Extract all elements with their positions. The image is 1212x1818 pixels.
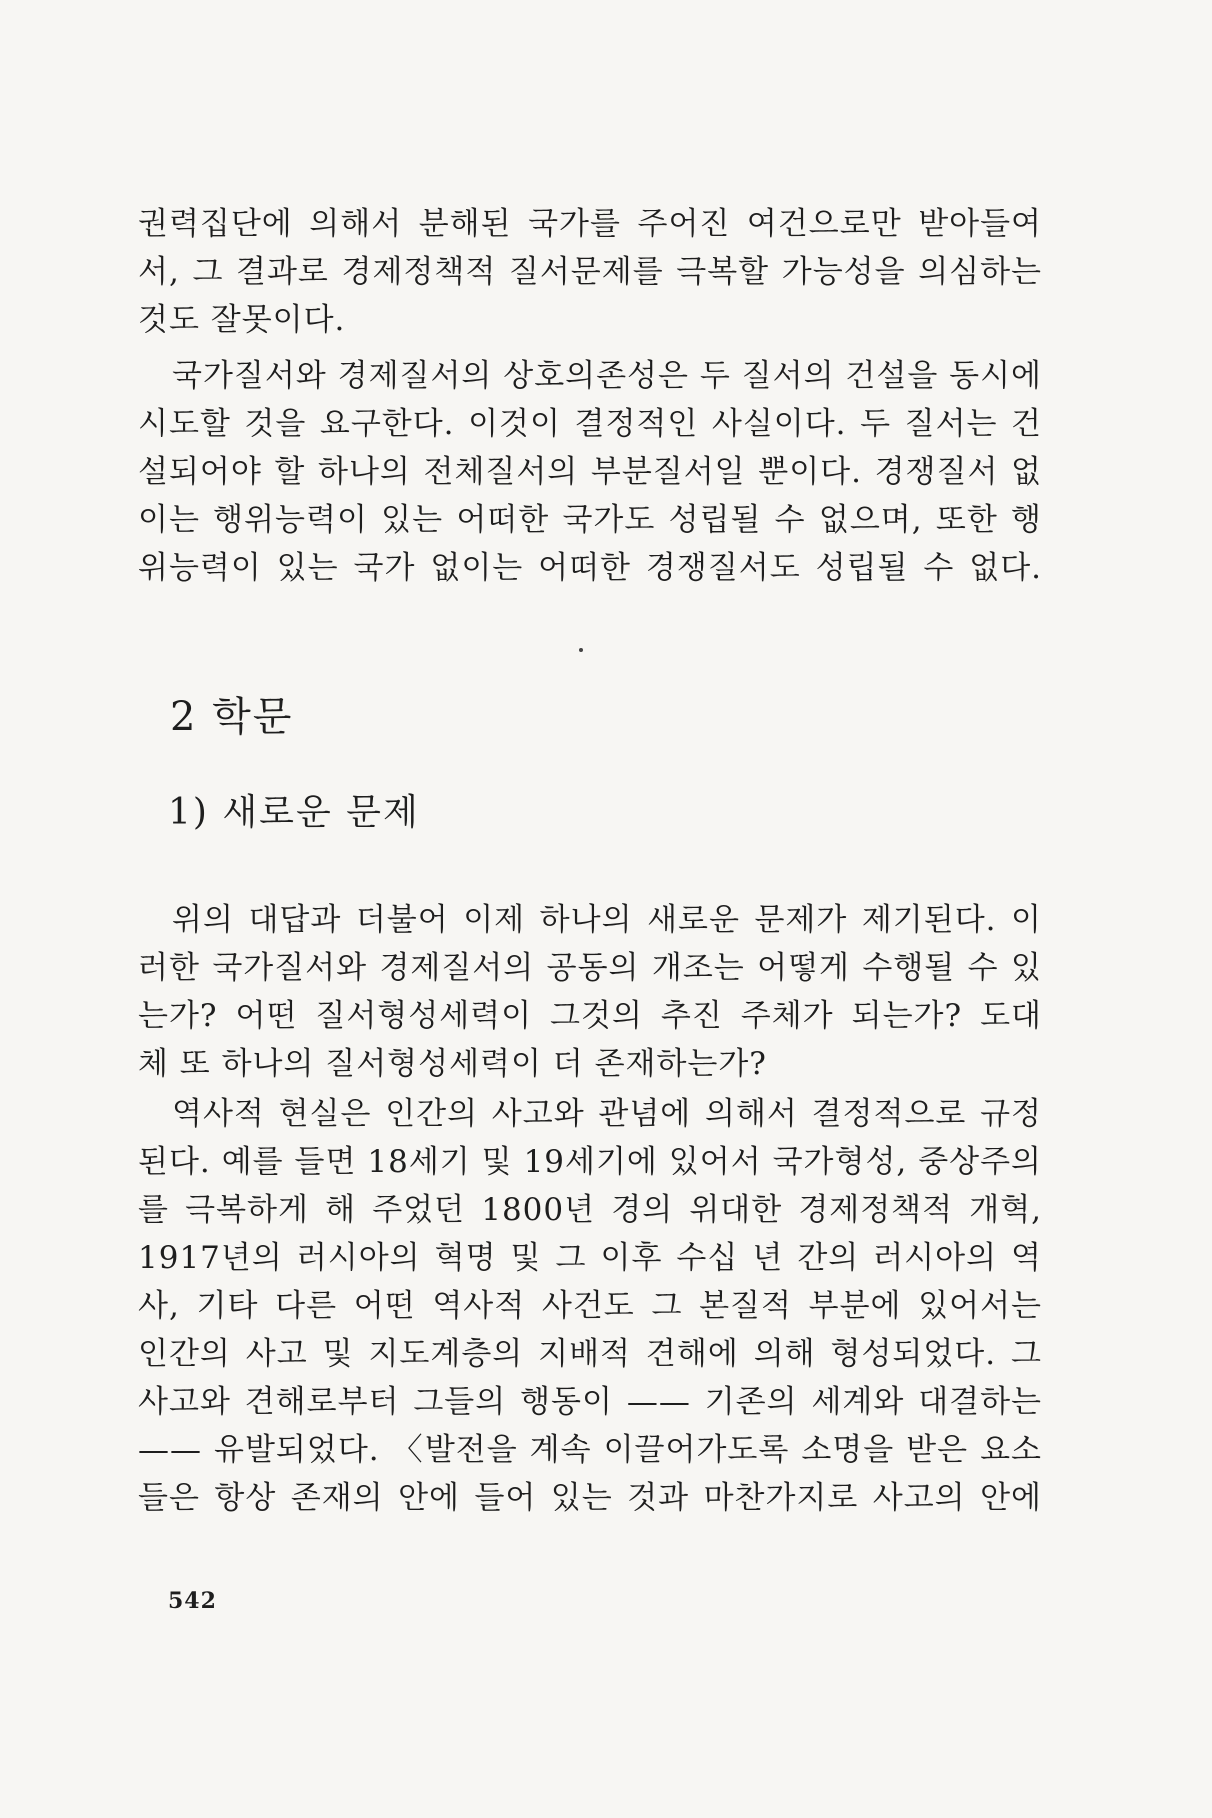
text-line: 권력집단에 의해서 분해된 국가를 주어진 여건으로만 받아들여 — [138, 206, 1042, 242]
text-line: 시도할 것을 요구한다. 이것이 결정적인 사실이다. 두 질서는 건 — [138, 406, 1042, 442]
text-line: 는가? 어떤 질서형성세력이 그것의 추진 주체가 되는가? 도대 — [138, 998, 1042, 1034]
text-line: 를 극복하게 해 주었던 1800년 경의 위대한 경제정책적 개혁, — [138, 1192, 1042, 1228]
text-line: 러한 국가질서와 경제질서의 공동의 개조는 어떻게 수행될 수 있 — [138, 950, 1042, 986]
text-line: 설되어야 할 하나의 전체질서의 부분질서일 뿐이다. 경쟁질서 없 — [138, 454, 1042, 490]
text-line: 사고와 견해로부터 그들의 행동이 —— 기존의 세계와 대결하는 — [138, 1384, 1042, 1420]
text-line: 국가질서와 경제질서의 상호의존성은 두 질서의 건설을 동시에 — [172, 358, 1042, 394]
paragraph-1 — [138, 200, 1042, 344]
text-line: 서, 그 결과로 경제정책적 질서문제를 극복할 가능성을 의심하는 — [138, 254, 1042, 290]
paragraph-4 — [138, 1090, 1042, 1522]
text-line: 된다. 예를 들면 18세기 및 19세기에 있어서 국가형성, 중상주의 — [138, 1144, 1042, 1180]
text-line: —— 유발되었다. 〈발전을 계속 이끌어가도록 소명을 받은 요소 — [138, 1432, 1042, 1468]
text-line: 위의 대답과 더불어 이제 하나의 새로운 문제가 제기된다. 이 — [172, 902, 1042, 938]
page-number: 542 — [168, 1588, 217, 1614]
text-line: 체 또 하나의 질서형성세력이 더 존재하는가? — [138, 1046, 767, 1082]
text-line: 들은 항상 존재의 안에 들어 있는 것과 마찬가지로 사고의 안에 — [138, 1480, 1042, 1516]
text-line: 1917년의 러시아의 혁명 및 그 이후 수십 년 간의 러시아의 역 — [138, 1240, 1042, 1276]
paragraph-3 — [138, 896, 1042, 1088]
subsection-heading: 1) 새로운 문제 — [168, 792, 420, 833]
text-line: 것도 잘못이다. — [138, 302, 346, 338]
paragraph-2 — [138, 352, 1042, 592]
text-line: 인간의 사고 및 지도계층의 지배적 견해에 의해 형성되었다. 그 — [138, 1336, 1042, 1372]
stray-dot-mark — [579, 648, 583, 652]
section-heading: 2 학문 — [170, 694, 294, 740]
text-line: 사, 기타 다른 어떤 역사적 사건도 그 본질적 부분에 있어서는 — [138, 1288, 1042, 1324]
text-line: 이는 행위능력이 있는 어떠한 국가도 성립될 수 없으며, 또한 행 — [138, 502, 1042, 538]
text-line: 위능력이 있는 국가 없이는 어떠한 경쟁질서도 성립될 수 없다. — [138, 550, 1042, 586]
text-line: 역사적 현실은 인간의 사고와 관념에 의해서 결정적으로 규정 — [172, 1096, 1042, 1132]
